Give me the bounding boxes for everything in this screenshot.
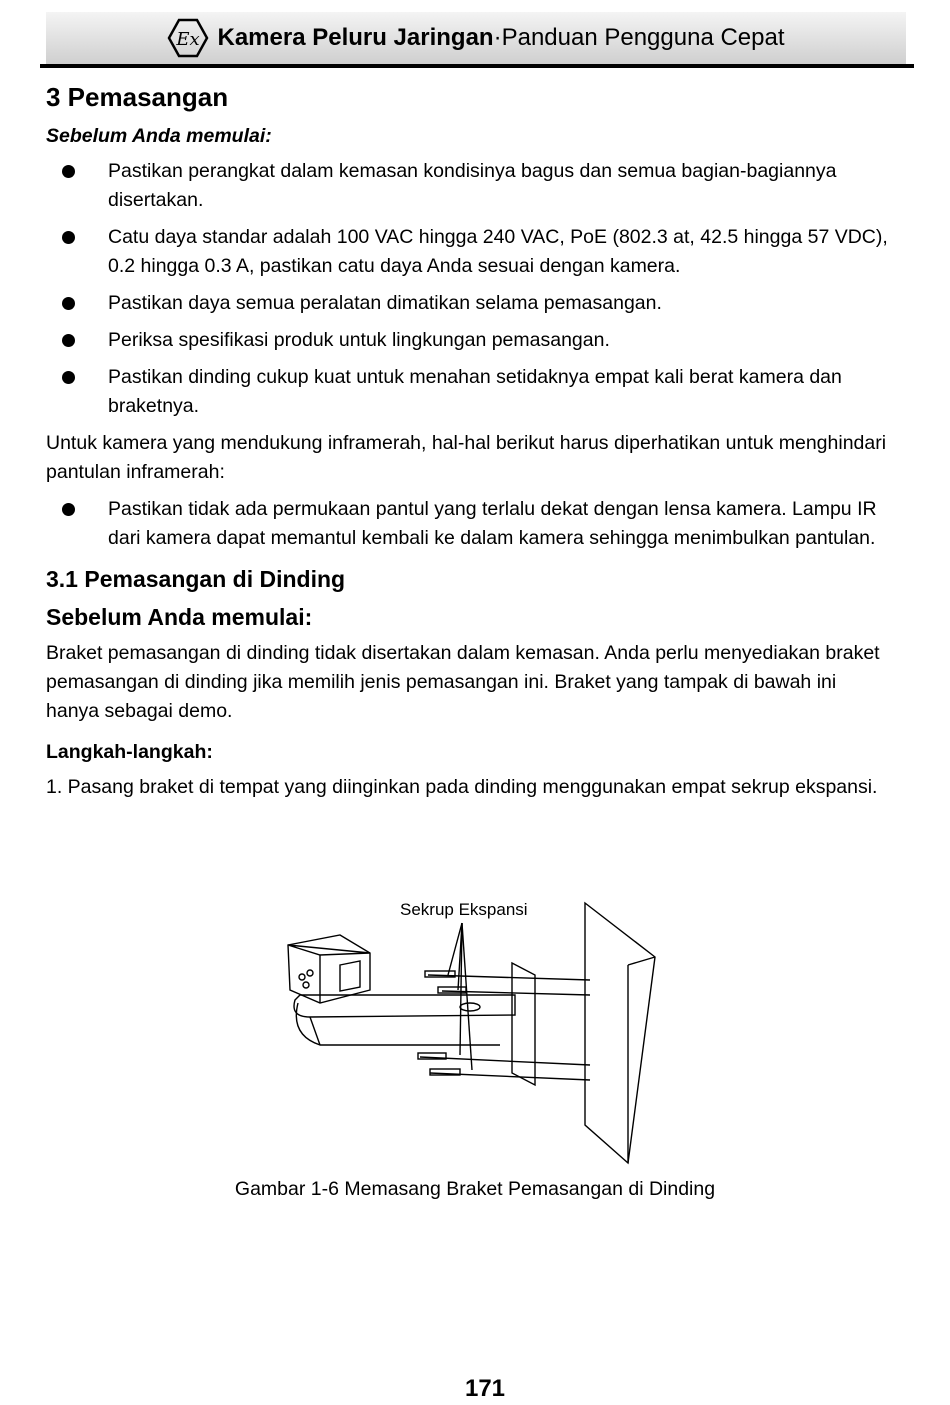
page-header [46,12,906,64]
step-item: 1. Pasang braket di tempat yang diinginkan pada dinding menggunakan empat sekrup ekspansi. [46,776,878,798]
list-item: Pastikan tidak ada permukaan pantul yang terlalu dekat dengan lensa kamera. Lampu IR dari kamera dapat memantul kembali ke dalam kamera sehingga menimbulkan pantulan. [46,495,891,553]
ex-hazard-icon [167,18,209,58]
list-item: Pastikan daya semua peralatan dimatikan selama pemasangan. [46,289,891,318]
ir-note: Untuk kamera yang mendukung inframerah, hal-hal berikut harus diperhatikan untuk menghindari pantulan inframerah: [46,432,887,483]
header-title-bold: Kamera Peluru Jaringan [217,24,494,51]
figure-caption: Gambar 1-6 Memasang Braket Pemasangan di Dinding [234,1178,716,1200]
steps-label: Langkah-langkah: [46,741,213,763]
list-item: Catu daya standar adalah 100 VAC hingga 240 VAC, PoE (802.3 at, 42.5 hingga 57 VDC), 0.2 hingga 0.3 A, pastikan catu daya Anda sesuai dengan kamera. [46,223,891,281]
ir-list [46,495,891,553]
wall-mount-illustration [280,895,660,1175]
header-title-rest: ·Panduan Pengguna Cepat [493,24,785,51]
page-number: 171 [464,1375,506,1402]
subsection-before-label: Sebelum Anda memulai: [46,604,313,630]
precaution-list [46,157,891,421]
header-title [217,24,784,52]
list-item: Pastikan dinding cukup kuat untuk menahan setidaknya empat kali berat kamera dan braketnya. [46,363,891,421]
header-rule [40,64,914,68]
logo-text: Ex [176,29,201,50]
section-title: 3 Pemasangan [46,82,229,112]
list-item: Periksa spesifikasi produk untuk lingkungan pemasangan. [46,326,891,355]
subsection-title: 3.1 Pemasangan di Dinding [46,566,346,592]
before-label: Sebelum Anda memulai: [46,125,272,147]
list-item: Pastikan perangkat dalam kemasan kondisinya bagus dan semua bagian-bagiannya disertakan. [46,157,891,215]
page-body [46,78,891,802]
figure-label: Sekrup Ekspansi [400,900,528,919]
subsection-intro: Braket pemasangan di dinding tidak disertakan dalam kemasan. Anda perlu menyediakan braket pemasangan di dinding jika memilih jenis pemasangan ini. Braket yang tampak di bawah ini hanya sebagai demo. [46,642,880,722]
